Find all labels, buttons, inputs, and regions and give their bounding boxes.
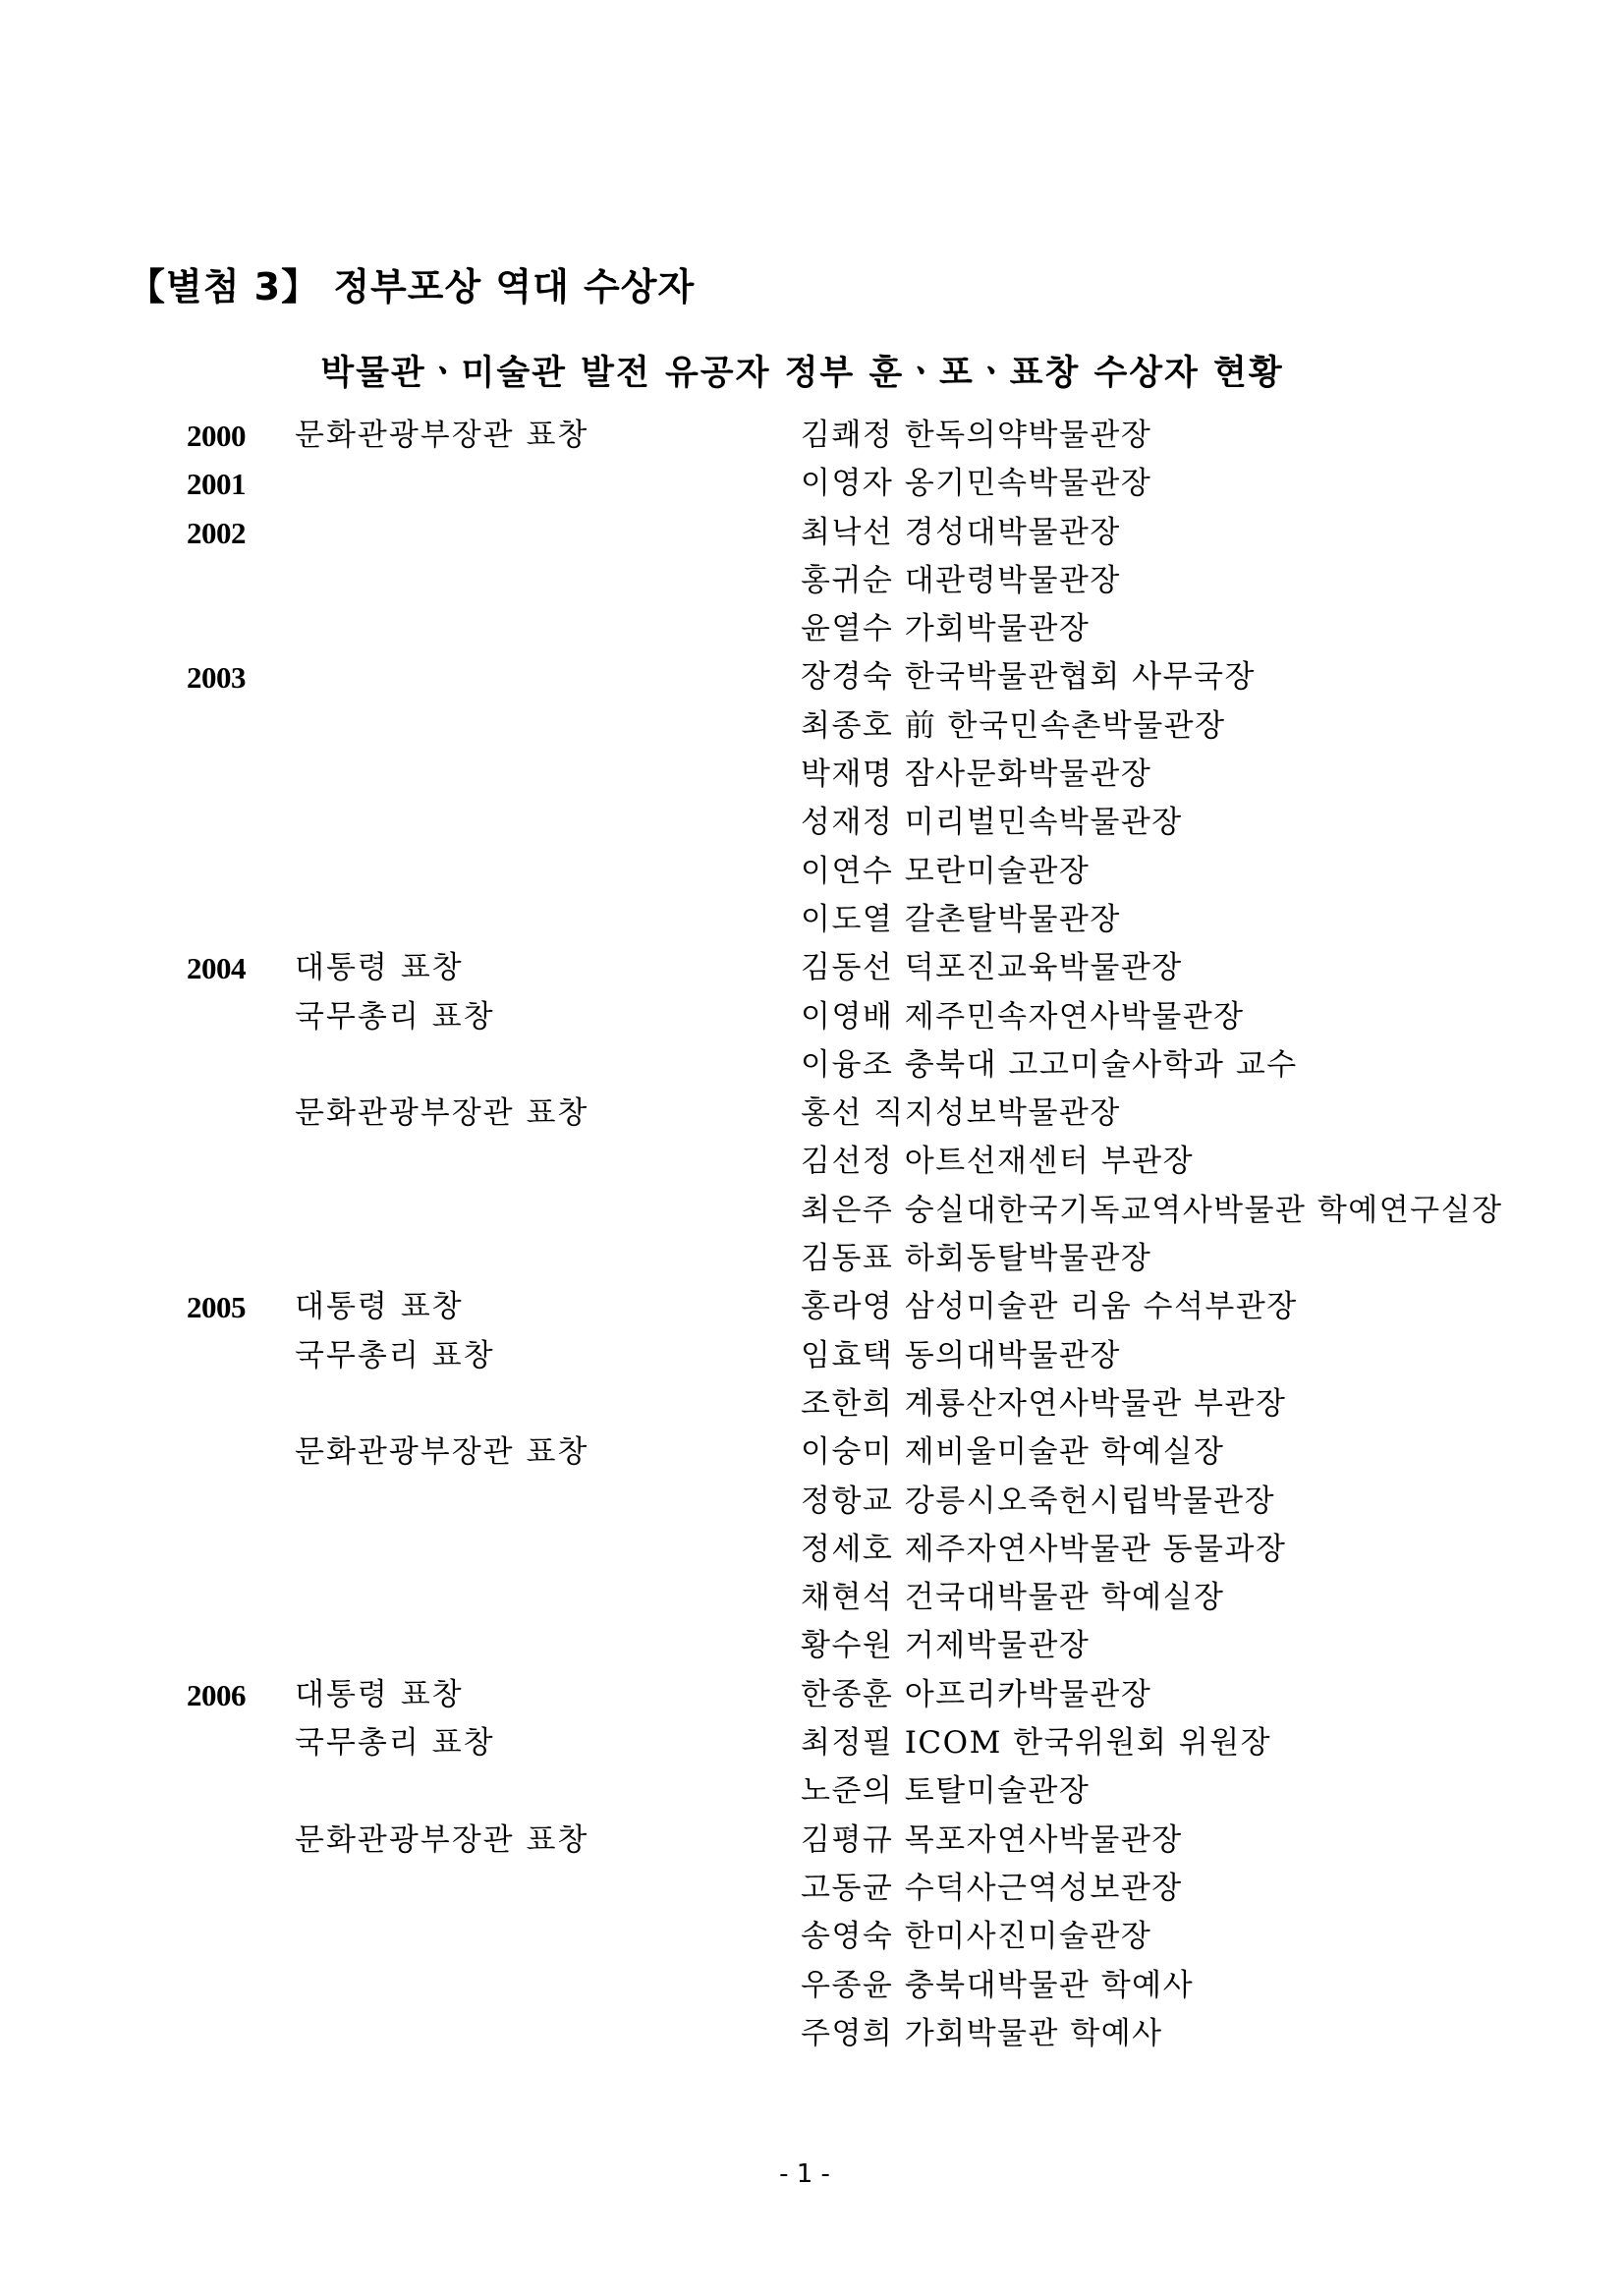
- recipient-row: [0, 460, 1624, 508]
- award-type: 대통령 표창: [295, 1676, 464, 1712]
- award-type: 국무총리 표창: [295, 1725, 495, 1762]
- recipient-name-position: 김평규 목포자연사박물관장: [801, 1821, 1183, 1858]
- recipient-name-position: 이숭미 제비울미술관 학예실장: [801, 1434, 1225, 1471]
- recipient-name-position: 홍라영 삼성미술관 리움 수석부관장: [801, 1289, 1298, 1325]
- recipient-row: [0, 653, 1624, 701]
- award-type: 문화관광부장관 표창: [295, 1434, 589, 1471]
- recipient-name-position: 고동균 수덕사근역성보관장: [801, 1870, 1183, 1906]
- recipient-name-position: 홍선 직지성보박물관장: [801, 1095, 1121, 1132]
- award-type: 문화관광부장관 표창: [295, 418, 589, 453]
- recipient-row: [0, 1138, 1624, 1186]
- recipient-name-position: 황수원 거제박물관장: [801, 1628, 1091, 1664]
- recipient-name-position: 김동선 덕포진교육박물관장: [801, 950, 1183, 986]
- recipient-name-position: 주영희 가회박물관 학예사: [801, 2015, 1163, 2051]
- recipient-name-position: 최은주 숭실대한국기독교역사박물관 학예연구실장: [801, 1192, 1503, 1228]
- recipient-row: [0, 1041, 1624, 1090]
- recipient-row: [0, 751, 1624, 799]
- award-year: 2004: [187, 951, 246, 986]
- recipient-name-position: 우종윤 충북대박물관 학예사: [801, 1967, 1195, 2003]
- recipient-name-position: 조한희 계룡산자연사박물관 부관장: [801, 1385, 1287, 1422]
- award-type: 대통령 표창: [295, 950, 464, 986]
- recipient-row: [0, 944, 1624, 992]
- recipient-row: [0, 1719, 1624, 1767]
- recipient-row: [0, 1235, 1624, 1283]
- award-year: 2001: [187, 467, 246, 502]
- recipient-row: [0, 1332, 1624, 1380]
- recipient-row: [0, 1090, 1624, 1138]
- recipient-row: [0, 412, 1624, 460]
- recipient-name-position: 김선정 아트선재센터 부관장: [801, 1144, 1195, 1180]
- recipient-name-position: 이연수 모란미술관장: [801, 853, 1091, 889]
- recipient-row: [0, 1913, 1624, 1961]
- recipient-row: [0, 1865, 1624, 1913]
- recipient-name-position: 송영숙 한미사진미술관장: [801, 1919, 1152, 1955]
- award-type: 국무총리 표창: [295, 1337, 495, 1373]
- recipient-row: [0, 1526, 1624, 1574]
- recipient-name-position: 이영배 제주민속자연사박물관장: [801, 998, 1245, 1035]
- recipient-name-position: 임효택 동의대박물관장: [801, 1337, 1121, 1373]
- page-number: - 1 -: [779, 2159, 830, 2189]
- recipient-name-position: 노준의 토탈미술관장: [801, 1773, 1091, 1810]
- recipient-row: [0, 702, 1624, 751]
- award-year: 2006: [187, 1677, 246, 1712]
- recipient-row: [0, 2010, 1624, 2058]
- attachment-heading: 【별첨 3】 정부포상 역대 수상자: [128, 265, 696, 308]
- recipient-name-position: 최종호 前 한국민속촌박물관장: [801, 707, 1226, 744]
- recipient-name-position: 장경숙 한국박물관협회 사무국장: [801, 659, 1256, 696]
- recipient-name-position: 이융조 충북대 고고미술사학과 교수: [801, 1046, 1298, 1083]
- recipient-row: [0, 557, 1624, 605]
- recipient-row: [0, 799, 1624, 847]
- recipient-name-position: 채현석 건국대박물관 학예실장: [801, 1580, 1225, 1616]
- recipient-row: [0, 896, 1624, 944]
- recipient-row: [0, 1767, 1624, 1816]
- award-type: 문화관광부장관 표창: [295, 1095, 589, 1132]
- award-year: 2005: [187, 1290, 246, 1325]
- recipient-row: [0, 1817, 1624, 1865]
- recipient-list: [0, 412, 1624, 2058]
- award-type: 대통령 표창: [295, 1289, 464, 1325]
- recipient-name-position: 김동표 하회동탈박물관장: [801, 1241, 1152, 1277]
- recipient-name-position: 홍귀순 대관령박물관장: [801, 562, 1121, 598]
- recipient-name-position: 정세호 제주자연사박물관 동물과장: [801, 1531, 1287, 1567]
- recipient-row: [0, 848, 1624, 896]
- recipient-row: [0, 1671, 1624, 1719]
- recipient-row: [0, 1478, 1624, 1526]
- recipient-name-position: 김쾌정 한독의약박물관장: [801, 418, 1152, 453]
- recipient-row: [0, 1962, 1624, 2010]
- recipient-name-position: 성재정 미리벌민속박물관장: [801, 805, 1183, 841]
- recipient-row: [0, 1283, 1624, 1331]
- award-type: 국무총리 표창: [295, 998, 495, 1035]
- recipient-name-position: 이영자 옹기민속박물관장: [801, 466, 1152, 502]
- recipient-name-position: 정항교 강릉시오죽헌시립박물관장: [801, 1483, 1276, 1519]
- recipient-row: [0, 1187, 1624, 1235]
- award-year: 2000: [187, 419, 246, 453]
- recipient-row: [0, 1380, 1624, 1428]
- recipient-row: [0, 993, 1624, 1041]
- recipient-name-position: 한종훈 아프리카박물관장: [801, 1676, 1152, 1712]
- recipient-row: [0, 509, 1624, 557]
- recipient-row: [0, 1622, 1624, 1670]
- document-title: 박물관ㆍ미술관 발전 유공자 정부 훈ㆍ포ㆍ표창 수상자 현황: [320, 353, 1284, 393]
- award-year: 2002: [187, 515, 246, 550]
- recipient-row: [0, 1574, 1624, 1622]
- recipient-name-position: 최정필 ICOM 한국위원회 위원장: [801, 1725, 1272, 1762]
- recipient-name-position: 이도열 갈촌탈박물관장: [801, 901, 1121, 937]
- recipient-row: [0, 1428, 1624, 1477]
- award-year: 2003: [187, 660, 246, 696]
- recipient-name-position: 박재명 잠사문화박물관장: [801, 756, 1152, 793]
- recipient-row: [0, 605, 1624, 653]
- recipient-name-position: 최낙선 경성대박물관장: [801, 514, 1121, 550]
- recipient-name-position: 윤열수 가회박물관장: [801, 611, 1091, 647]
- award-type: 문화관광부장관 표창: [295, 1821, 589, 1858]
